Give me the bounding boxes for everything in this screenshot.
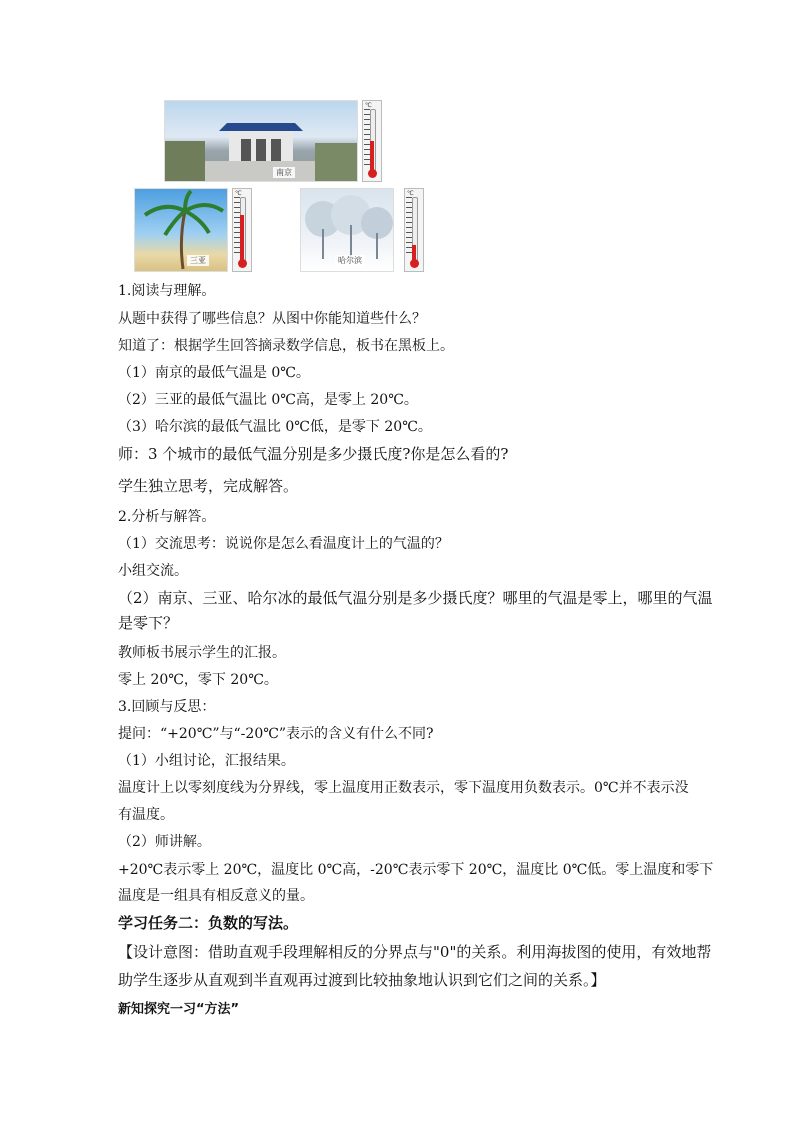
gate-illustration	[165, 101, 357, 181]
nanjing-photo	[164, 100, 358, 182]
harbin-photo	[300, 188, 394, 272]
list-item: （1）南京的最低气温是 0℃。	[118, 365, 310, 381]
question-line: 从题中获得了哪些信息？从图中你能知道些什么？	[118, 311, 426, 327]
design-intent: 【设计意图：借助直观手段理解相反的分界点与"0"的关系。利用海拔图的使用，有效地帮	[118, 943, 712, 961]
list-item: （3）哈尔滨的最低气温比 0℃低，是零下 20℃。	[118, 419, 432, 435]
text-line: 教师板书展示学生的汇报。	[118, 645, 286, 661]
list-item: （2）三亚的最低气温比 0℃高，是零上 20℃。	[118, 392, 418, 408]
sanya-thermometer: ℃	[232, 188, 252, 272]
sanya-mercury	[240, 215, 244, 261]
thermometer-unit: ℃	[365, 102, 372, 109]
text-line: 零上 20℃，零下 20℃。	[118, 672, 278, 688]
question-line: 提问：“+20℃”与“-20℃”表示的含义有什么不同?	[118, 726, 434, 742]
section-heading: 2.分析与解答。	[118, 509, 216, 525]
nanjing-thermometer	[362, 100, 382, 182]
text-line: 是零下？	[118, 614, 179, 632]
text-line: 有温度。	[118, 807, 174, 823]
harbin-caption: 哈尔滨	[335, 255, 365, 266]
text-line: 温度计上以零刻度线为分界线，零上温度用正数表示，零下温度用负数表示。0℃并不表示没	[118, 780, 689, 796]
sanya-caption: 三亚	[187, 255, 209, 266]
text-line: 知道了：根据学生回答摘录数学信息，板书在黑板上。	[118, 338, 454, 354]
list-item: （1）小组讨论，汇报结果。	[118, 753, 295, 769]
text-line: 小组交流。	[118, 563, 188, 579]
list-item: （1）交流思考：说说你是怎么看温度计上的气温的？	[118, 536, 449, 552]
list-item: （2）南京、三亚、哈尔冰的最低气温分别是多少摄氏度？哪里的气温是零上，哪里的气温	[118, 589, 713, 607]
temperature-figure	[118, 96, 438, 274]
list-item: （2）师讲解。	[118, 834, 211, 850]
section-heading: 3.回顾与反思：	[118, 699, 216, 715]
subsection-heading: 新知探究一习“方法”	[118, 1002, 240, 1017]
task-heading: 学习任务二：负数的写法。	[118, 914, 299, 932]
teacher-question: 师：3 个城市的最低气温分别是多少摄氏度?你是怎么看的?	[118, 445, 509, 463]
text-line: +20℃表示零上 20℃，温度比 0℃高，-20℃表示零下 20℃，温度比 0℃低。零上温度和零下	[118, 862, 714, 878]
nanjing-caption: 南京	[273, 167, 295, 178]
text-line: 温度是一组具有相反意义的量。	[118, 888, 314, 904]
section-heading: 1.阅读与理解。	[118, 283, 216, 299]
sanya-photo	[134, 188, 228, 272]
text-line: 学生独立思考，完成解答。	[118, 477, 299, 495]
harbin-thermometer: ℃	[404, 188, 424, 272]
design-intent: 助学生逐步从直观到半直观再过渡到比较抽象地认识到它们之间的关系。】	[118, 971, 606, 989]
nanjing-mercury	[370, 141, 374, 172]
palm-tree-illustration	[135, 189, 227, 271]
